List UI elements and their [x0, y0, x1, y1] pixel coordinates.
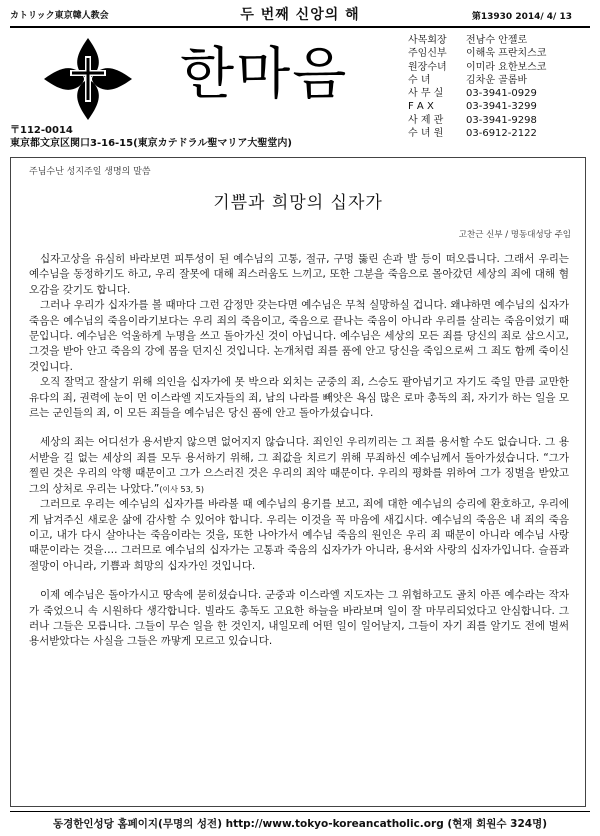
- paragraph-gap: [29, 574, 569, 588]
- article-title: 기쁨과 희망의 십자가: [213, 193, 383, 213]
- church-name: カトリック東京韓人教会: [10, 11, 109, 21]
- church-logo-icon: [38, 34, 138, 124]
- staff-value: 03-3941-0929: [466, 88, 537, 100]
- staff-row: [408, 87, 546, 100]
- staff-value: 03-3941-3299: [466, 101, 537, 113]
- paragraph: 이제 예수님은 돌아가시고 땅속에 묻히셨습니다. 군중과 이스라엘 지도자는 그 위험하고도 골치 아픈 예수라는 작자가 죽었으니 속 시원하다 생각합니다. 빌라도 총독도 고요한 하늘을 바라보며 일이 잘 마무리되었다고 안심합니다. 그러나 그들은 모릅니다. 그들이 무슨 일을 한 것인지, 내일모레 어떤 일이 일어날지, 그들이 자기 죄를 알기도 전에 벌써 용서받았다는 사실을 그들은 까맣게 모르고 있습니다.: [29, 589, 569, 648]
- paragraph: 그러므로 우리는 예수님의 십자가를 바라볼 때 예수님의 용기를 보고, 죄에 대한 예수님의 승리에 환호하고, 우리에게 남겨주신 새로운 삶에 감사할 수 있어야 합니다. 우리는 이것을 꼭 마음에 새깁시다. 예수님의 죽음은 내 죄의 죽음이고, 내가 다시 살아나는 죽음이라는 것을, 또한 나아가서 예수님 죽음의 원인은 우리 죄 때문이 아니라 예수님 사랑 때문이라는 것을…. 그러므로 예수님의 십자가는 고통과 죽음의 십자가가 아니라, 용서와 사랑의 십자가입니다. 슬픔과 절망이 아니라, 기쁨과 희망의 십자가인 것입니다.: [29, 498, 569, 572]
- staff-role: 수 녀 원: [408, 128, 444, 140]
- staff-row: [408, 34, 546, 47]
- staff-role: 사목회장: [408, 35, 447, 46]
- article-box: [10, 157, 586, 807]
- article-body: [29, 252, 569, 650]
- postal-code: 〒112-0014: [10, 125, 73, 136]
- paragraph: 그러나 우리가 십자가를 볼 때마다 그런 감정만 갖는다면 예수님은 무척 실망하실 겁니다. 왜냐하면 예수님의 십자가 죽음은 예수님의 죽음이라기보다는 우리 죄의 죽음이고, 죽음으로 끝나는 죽음이 아니라 우리를 살리는 죽음이었기 때문입니다. 예수님은 억울하게 누명을 쓰고 돌아가신 것이 아닙니다. 예수님은 세상의 모든 죄를 당신의 죄로 삼으시고, 그것을 받아 안고 죽음의 강에 몸을 던지신 것입니다. 논개처럼 죄를 품에 안고 당신을 죽임으로써 그 죄도 함께 죽이신 것입니다.: [29, 299, 569, 373]
- staff-directory: [408, 34, 546, 140]
- paragraph: 오직 잘먹고 잘살기 위해 의인을 십자가에 못 박으라 외치는 군중의 죄, 스승도 팔아넘기고 자기도 죽일 만큼 교만한 유다의 죄, 권력에 눈이 먼 이스라엘 지도자들의 죄, 남의 나라를 빼앗은 욕심 많은 로마 총독의 죄, 자기가 하는 일을 모르는 군인들의 죄, 이 모든 죄들을 예수님은 당신 품에 안고 돌아가셨습니다.: [29, 376, 570, 420]
- staff-value: 이미라 요한보스코: [466, 61, 547, 73]
- staff-role: F A X: [408, 101, 434, 113]
- staff-row: [408, 127, 546, 140]
- street-address: 東京都文京区関口3-16-15(東京カテドラル聖マリア大聖堂内): [10, 138, 292, 149]
- staff-role: 주임신부: [408, 48, 447, 60]
- staff-row: [408, 114, 546, 127]
- year-theme: 두 번째 신앙의 해: [240, 7, 360, 23]
- masthead-title: 한마음: [180, 42, 349, 107]
- issue-info: 第13930 2014/ 4/ 13: [471, 12, 572, 22]
- staff-role: 사 제 관: [408, 114, 444, 126]
- staff-value: 03-3941-9298: [466, 114, 537, 126]
- staff-role: 원장수녀: [408, 61, 447, 73]
- paragraph-gap: [29, 421, 569, 435]
- staff-role: 수 녀: [408, 74, 431, 86]
- footer-divider: [10, 811, 590, 812]
- staff-value: 이해욱 프란치스코: [466, 48, 547, 60]
- staff-role: 사 무 실: [408, 88, 444, 100]
- paragraph: [29, 435, 569, 497]
- article-author: 고찬근 신부 / 명동대성당 주임: [458, 230, 571, 240]
- staff-value: 03-6912-2122: [466, 128, 537, 140]
- scripture-citation: (이사 53, 5): [159, 484, 204, 494]
- staff-value: 김차운 골롬바: [466, 74, 528, 86]
- paragraph-text: 세상의 죄는 어디선가 용서받지 않으면 없어지지 않습니다. 죄인인 우리끼리는 그 죄를 용서할 수도 없습니다. 그 용서받을 길 없는 세상의 죄를 모두 용서하기 위해, 그 죄값을 치르기 위해 무죄하신 예수님께서 돌아가셨습니다. “그가 찔린 것은 우리의 악행 때문이고 그가 으스러진 것은 우리의 죄악 때문이다. 우리의 평화를 위하여 그가 징벌을 받았고 그의 상처로 우리는 나았다.”: [29, 436, 569, 495]
- staff-row: [408, 61, 546, 74]
- paragraph: 십자고상을 유심히 바라보면 피투성이 된 예수님의 고통, 절규, 구멍 뚫린 손과 발 등이 떠오릅니다. 그래서 우리는 예수님을 동정하기도 하고, 우리 잘못에 대해 죄스러움도 느끼고, 또한 그분을 죽음으로 몰아갔던 세상의 죄에 대해 혐오감을 갖기도 합니다.: [29, 253, 569, 296]
- staff-row: [408, 100, 546, 113]
- staff-value: 전남수 안젤로: [466, 35, 528, 46]
- header-divider: [10, 26, 590, 28]
- address-block: [10, 124, 292, 150]
- staff-row: [408, 47, 546, 60]
- article-kicker: 주님수난 성지주일 생명의 말씀: [29, 167, 151, 177]
- footer-website: 동경한인성당 홈페이지(무명의 성전) http://www.tokyo-koreancatholic.org (현재 회원수 324명): [52, 818, 548, 830]
- staff-row: [408, 74, 546, 87]
